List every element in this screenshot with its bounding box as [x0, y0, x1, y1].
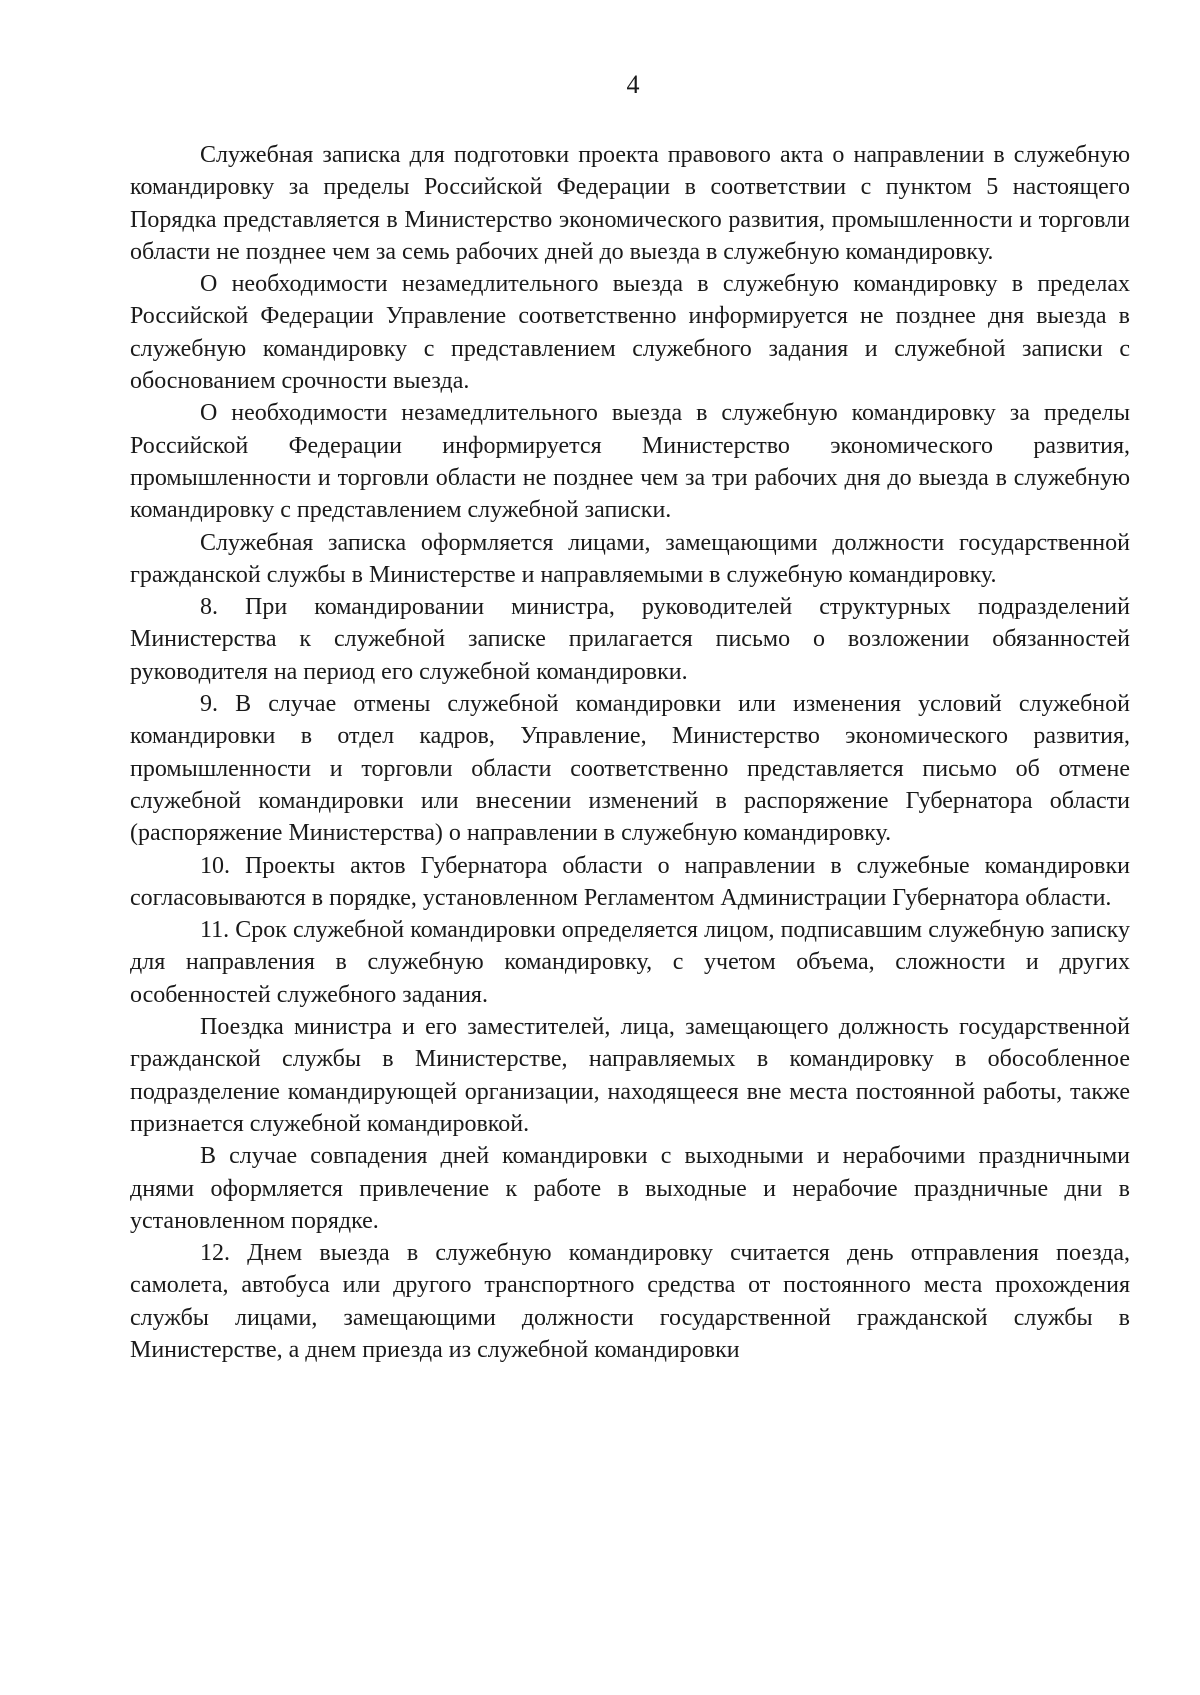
paragraph: 10. Проекты актов Губернатора области о направлении в служебные командировки согласовываются в порядке, установленном Регламентом Администрации Губернатора области. [130, 852, 1130, 911]
page-number: 4 [626, 70, 640, 99]
paragraph: 12. Днем выезда в служебную командировку считается день отправления поезда, самолета, автобуса или другого транспортного средства от постоянного места прохождения службы лицами, замещающими должности государственной гражданской службы в Министерстве, а днем приезда из служебной командировки [130, 1240, 1130, 1363]
paragraph: О необходимости незамедлительного выезда в служебную командировку за пределы Российской Федерации информируется Министерство экономического развития, промышленности и торговли области не позднее чем за три рабочих дня до выезда в служебную командировку с представлением служебной записки. [130, 400, 1130, 524]
paragraph: В случае совпадения дней командировки с выходными и нерабочими праздничными днями оформляется привлечение к работе в выходные и нерабочие праздничные дни в установленном порядке. [130, 1143, 1130, 1234]
paragraph: Поездка министра и его заместителей, лица, замещающего должность государственной гражданской службы в Министерстве, направляемых в командировку в обособленное подразделение командирующей организации, находящееся вне места постоянной работы, также признается служебной командировкой. [130, 1014, 1130, 1137]
paragraph: О необходимости незамедлительного выезда в служебную командировку в пределах Российской Федерации Управление соответственно информируется не позднее дня выезда в служебную командировку с представлением служебного задания и служебной записки с обоснованием срочности выезда. [130, 271, 1130, 395]
paragraph: Служебная записка для подготовки проекта правового акта о направлении в служебную командировку за пределы Российской Федерации в соответствии с пунктом 5 настоящего Порядка представляется в Министерство экономического развития, промышленности и торговли области не позднее чем за семь рабочих дней до выезда в служебную командировку. [130, 142, 1130, 265]
paragraph: 8. При командировании министра, руководителей структурных подразделений Министерства к служебной записке прилагается письмо о возложении обязанностей руководителя на период его служебной командировки. [130, 594, 1130, 685]
paragraph: Служебная записка оформляется лицами, замещающими должности государственной гражданской службы в Министерстве и направляемыми в служебную командировку. [130, 529, 1130, 588]
paragraph: 9. В случае отмены служебной командировки или изменения условий служебной командировки в отдел кадров, Управление, Министерство экономического развития, промышленности и торговли области соответственно представляется письмо об отмене служебной командировки или внесении изменений в распоряжение Губернатора области (распоряжение Министерства) о направлении в служебную командировку. [130, 691, 1130, 847]
paragraph: 11. Срок служебной командировки определяется лицом, подписавшим служебную записку для направления в служебную командировку, с учетом объема, сложности и других особенностей служебного задания. [130, 917, 1130, 1008]
document-body [130, 139, 1130, 1366]
